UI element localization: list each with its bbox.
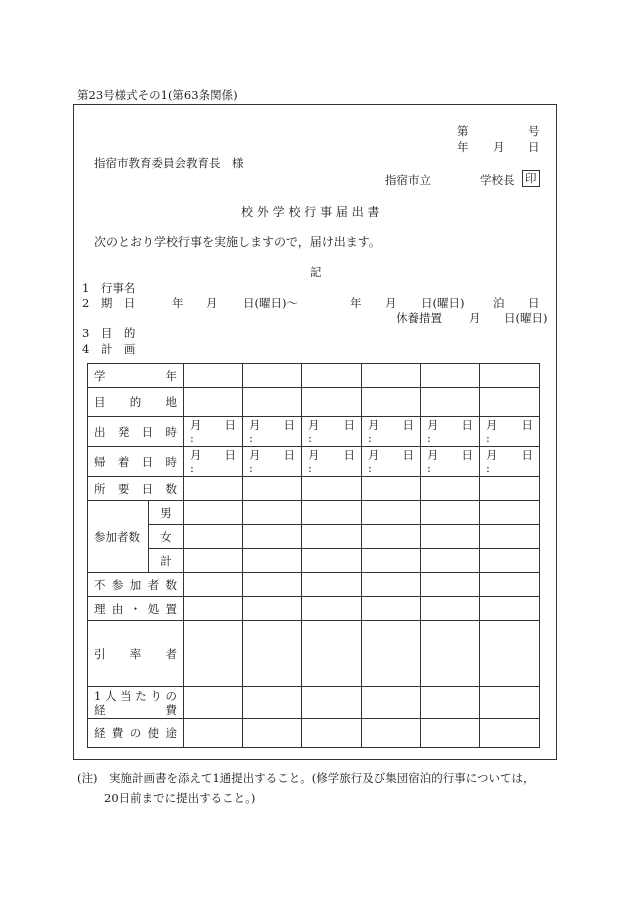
intro-text: 次のとおり学校行事を実施しますので，届け出ます。 xyxy=(94,235,381,249)
period-days: 日 xyxy=(528,296,540,310)
label-total: 計 xyxy=(149,549,184,573)
note-line-1: (注) 実施計画書を添えて1通提出すること。(修学旅行及び集団宿泊的行事については， xyxy=(77,771,535,785)
number-dai: 第 xyxy=(457,124,469,138)
period-end-month: 月 xyxy=(385,296,397,310)
row-label-grade: 学 年 xyxy=(88,364,184,388)
table-row xyxy=(88,525,540,549)
row-label-departure: 出 発 日 時 xyxy=(88,417,184,447)
datetime-cell: 月 日 : xyxy=(302,417,362,447)
datetime-cell: 月 日 : xyxy=(421,447,480,477)
period-nights: 泊 xyxy=(493,296,505,310)
row-label-participants: 参加者数 xyxy=(88,501,149,573)
table-row xyxy=(88,477,540,501)
seal-mark xyxy=(522,170,540,187)
table-row xyxy=(88,549,540,573)
date-month: 月 xyxy=(493,140,505,154)
addressee: 指宿市教育委員会教育長 様 xyxy=(94,156,244,170)
row-label-return: 帰 着 日 時 xyxy=(88,447,184,477)
closure-label: 休養措置 xyxy=(396,311,442,325)
sender-school: 指宿市立 xyxy=(385,173,431,187)
table-row xyxy=(88,417,540,447)
table-row xyxy=(88,388,540,417)
form-number: 第23号様式その1(第63条関係) xyxy=(77,88,238,102)
closure-month: 月 xyxy=(469,311,481,325)
table-row xyxy=(88,597,540,621)
table-row xyxy=(88,501,540,525)
label-female: 女 xyxy=(149,525,184,549)
seal-icon: 印 xyxy=(522,170,540,187)
period-start-year: 年 xyxy=(172,296,184,310)
table-row xyxy=(88,364,540,388)
datetime-cell: 月 日 : xyxy=(362,447,421,477)
datetime-cell: 月 日 : xyxy=(184,417,243,447)
table-row xyxy=(88,573,540,597)
row-label-cost-usage: 経 費 の 使 途 xyxy=(88,719,184,748)
row-label-absentees: 不 参 加 者 数 xyxy=(88,573,184,597)
row-label-cost-per-person: 1 人 当 た り の 経 費 xyxy=(88,687,184,719)
date-year: 年 xyxy=(457,140,469,154)
item-event-name: 1 行事名 xyxy=(82,281,136,295)
period-start-day: 日(曜日)～ xyxy=(243,296,298,310)
table-row xyxy=(88,447,540,477)
datetime-cell: 月 日 : xyxy=(362,417,421,447)
period-end-day: 日(曜日) xyxy=(421,296,465,310)
row-label-days: 所 要 日 数 xyxy=(88,477,184,501)
date-day: 日 xyxy=(528,140,540,154)
closure-day: 日(曜日) xyxy=(504,311,548,325)
datetime-cell: 月 日 : xyxy=(480,447,540,477)
sender-title: 学校長 xyxy=(480,173,515,187)
period-end-year: 年 xyxy=(350,296,362,310)
table-row xyxy=(88,687,540,719)
datetime-cell: 月 日 : xyxy=(184,447,243,477)
datetime-cell: 月 日 : xyxy=(243,447,302,477)
datetime-cell: 月 日 : xyxy=(480,417,540,447)
plan-table xyxy=(87,363,540,748)
period-start-month: 月 xyxy=(206,296,218,310)
row-label-destination: 目 的 地 xyxy=(88,388,184,417)
table-row xyxy=(88,719,540,748)
row-label-chaperones: 引 率 者 xyxy=(88,621,184,687)
datetime-cell: 月 日 : xyxy=(302,447,362,477)
item-plan: 4 計 画 xyxy=(82,342,136,356)
note-line-2: 20日前までに提出すること。) xyxy=(104,791,256,805)
label-male: 男 xyxy=(149,501,184,525)
row-label-reason: 理 由 ・ 処 置 xyxy=(88,597,184,621)
datetime-cell: 月 日 : xyxy=(421,417,480,447)
number-go: 号 xyxy=(528,124,540,138)
datetime-cell: 月 日 : xyxy=(243,417,302,447)
item-purpose: 3 目 的 xyxy=(82,326,136,340)
ki-heading: 記 xyxy=(310,265,322,279)
item-period: 2 期 日 xyxy=(82,296,136,310)
table-row xyxy=(88,621,540,687)
document-title: 校 外 学 校 行 事 届 出 書 xyxy=(241,205,380,219)
